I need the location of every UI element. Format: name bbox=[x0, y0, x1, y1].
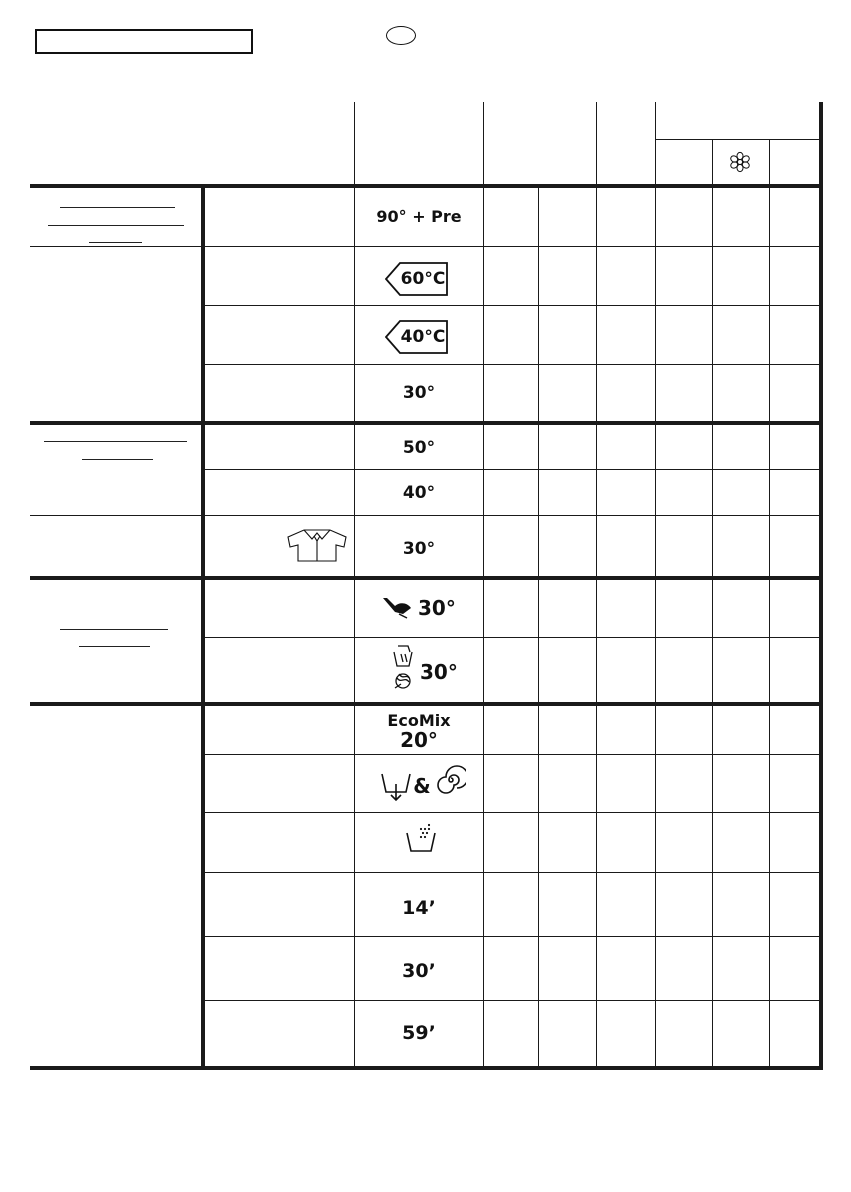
program-temp: 60°C bbox=[400, 269, 446, 289]
program-temp: 20° bbox=[400, 728, 438, 752]
program-temp: 90° + Pre bbox=[376, 207, 462, 226]
header-divider bbox=[354, 102, 355, 186]
program-temp: 30° bbox=[402, 539, 436, 559]
handwash-wool-icon bbox=[391, 644, 419, 694]
group-label-line bbox=[60, 207, 175, 208]
program-duration: 30’ bbox=[402, 960, 436, 982]
row-separator bbox=[205, 1000, 820, 1001]
program-temp: 30° bbox=[420, 660, 458, 684]
group-label-line bbox=[44, 441, 187, 442]
program-temp: 30° bbox=[418, 596, 456, 620]
header-divider bbox=[483, 102, 484, 186]
language-badge bbox=[386, 26, 416, 45]
row-separator bbox=[205, 872, 820, 873]
group-label-line bbox=[79, 646, 150, 647]
header-divider bbox=[769, 139, 770, 186]
drain-spin-icon bbox=[436, 765, 466, 795]
row-separator bbox=[205, 637, 820, 638]
program-duration: 59’ bbox=[402, 1022, 436, 1044]
header-divider bbox=[596, 102, 597, 186]
group-separator bbox=[30, 576, 823, 580]
program-temp: 40° bbox=[402, 483, 436, 503]
program-duration: 14’ bbox=[402, 897, 436, 919]
group-separator bbox=[30, 184, 823, 188]
row-separator bbox=[30, 246, 820, 247]
group-label-line bbox=[48, 225, 184, 226]
program-temp: 30° bbox=[402, 383, 436, 403]
program-temp: 50° bbox=[402, 438, 436, 458]
header-divider bbox=[655, 102, 656, 186]
group-separator bbox=[30, 421, 823, 425]
row-separator bbox=[205, 936, 820, 937]
rinse-icon bbox=[405, 823, 437, 855]
row-separator bbox=[205, 469, 820, 470]
drain-icon bbox=[380, 770, 412, 802]
row-separator bbox=[205, 364, 820, 365]
table-right-border bbox=[819, 102, 823, 1070]
shirt-icon bbox=[284, 527, 350, 565]
group-separator bbox=[30, 702, 823, 706]
group-separator bbox=[30, 1066, 823, 1070]
row-separator bbox=[30, 515, 820, 516]
feather-icon bbox=[381, 594, 417, 622]
program-name: EcoMix bbox=[387, 711, 451, 730]
flower-icon bbox=[729, 151, 751, 173]
header-divider bbox=[712, 139, 713, 186]
header-subdivider bbox=[655, 139, 820, 140]
row-separator bbox=[205, 754, 820, 755]
group-label-line bbox=[82, 459, 153, 460]
drain-spin-separator: & bbox=[413, 774, 431, 798]
title-box bbox=[35, 29, 253, 54]
group-label-line bbox=[60, 629, 168, 630]
group-label-line bbox=[89, 242, 142, 243]
row-separator bbox=[205, 812, 820, 813]
row-separator bbox=[205, 305, 820, 306]
program-temp: 40°C bbox=[400, 327, 446, 347]
